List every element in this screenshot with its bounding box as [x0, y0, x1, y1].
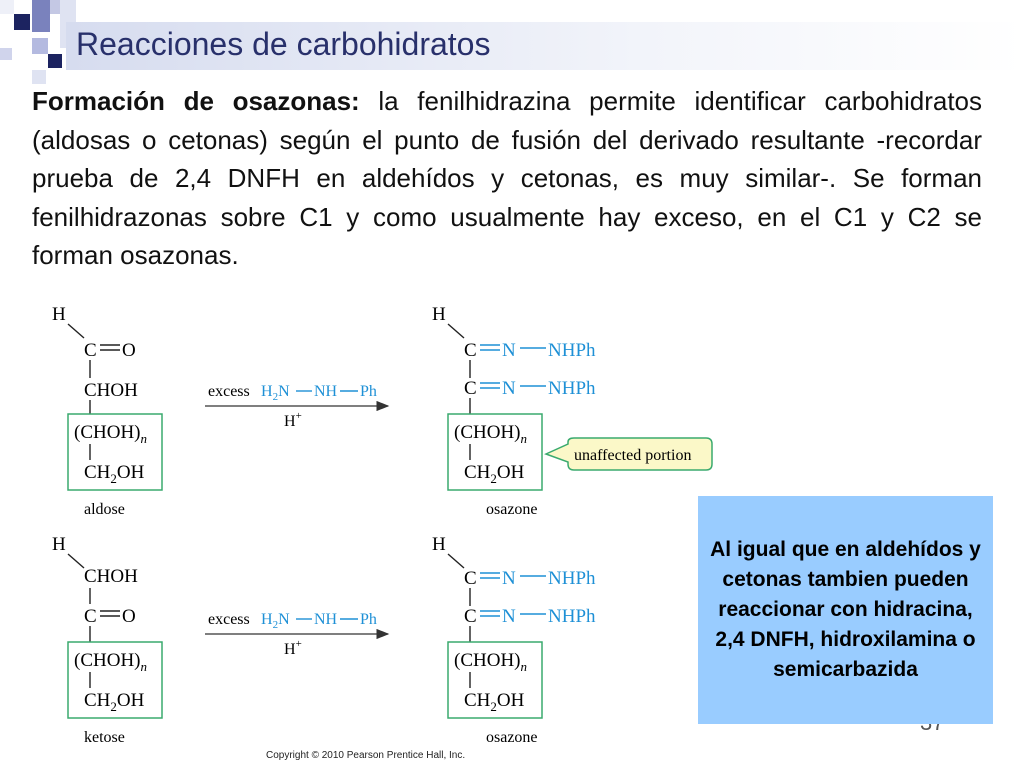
aldose-label: aldose: [84, 501, 125, 518]
aldose-o: O: [122, 340, 136, 361]
ketose-structure: [52, 534, 162, 746]
deco-square-6: [32, 38, 48, 54]
ketose-ch2oh: $CH_2OH$: [84, 690, 145, 714]
osazone-top-chain: $(CHOH)_n$: [454, 422, 527, 446]
aldose-chain: $(CHOH)_n$: [74, 422, 147, 446]
osazone-bottom-nhph1: NHPh: [548, 568, 596, 589]
aldose-structure: [52, 304, 162, 518]
unaffected-callout-text: unaffected portion: [574, 447, 692, 464]
ketose-label: ketose: [84, 729, 125, 746]
osazone-top-nhph2: NHPh: [548, 378, 596, 399]
top-excess-label: excess: [208, 383, 250, 400]
osazone-top-c2: C: [464, 378, 477, 399]
osazone-top-structure: [432, 304, 596, 518]
osazone-top-label: osazone: [486, 501, 538, 518]
copyright-notice: Copyright © 2010 Pearson Prentice Hall, Inc.: [266, 750, 466, 761]
osazone-bottom-ch2oh: $CH_2OH$: [464, 690, 525, 714]
osazone-bottom-n1: N: [502, 568, 516, 589]
deco-square-7: [48, 54, 62, 68]
callout-text: Al igual que en aldehídos y cetonas tambien pueden reaccionar con hidracina, 2,4 DNFH, hidroxilamina o semicarbazida: [710, 538, 981, 681]
osazone-bottom-structure: [432, 534, 596, 746]
body-bold-lead: Formación de osazonas:: [32, 86, 360, 116]
bottom-reagent-ph: Ph: [360, 611, 377, 628]
top-reaction-arrow: [205, 383, 388, 430]
osazone-bottom-nhph2: NHPh: [548, 606, 596, 627]
osazone-bottom-n2: N: [502, 606, 516, 627]
callout-box: [698, 496, 993, 724]
top-reagent-nh: NH: [314, 383, 338, 400]
osazone-top-nhph1: NHPh: [548, 340, 596, 361]
top-reagent-ph: Ph: [360, 383, 377, 400]
body-rest: la fenilhidrazina permite identificar carbohidratos (aldosas o cetonas) según el punto de fusión del derivado resultante -recordar prueba de 2,4 DNFH en aldehídos y cetonas, es muy similar-. Se forman fenilhidrazonas sobre C1 y como usualmente hay exceso, en el C1 y C2 se forman osazonas.: [32, 86, 983, 270]
osazone-reaction-scheme: [0, 290, 720, 750]
ketose-h-bond: [68, 554, 84, 568]
osazone-top-ch2oh: $CH_2OH$: [464, 462, 525, 486]
ketose-choh: CHOH: [84, 566, 138, 587]
osazone-bottom-label: osazone: [486, 729, 538, 746]
deco-square-2: [14, 14, 30, 30]
unaffected-portion-callout: [546, 438, 712, 470]
ketose-c2: C: [84, 606, 97, 627]
osazone-bottom-chain: $(CHOH)_n$: [454, 650, 527, 674]
top-reagent: $H_2N$: [261, 383, 290, 403]
body-paragraph: [32, 82, 982, 275]
aldose-ch2oh: $CH_2OH$: [84, 462, 145, 486]
deco-square-8: [0, 48, 12, 60]
osazone-top-h: H: [432, 304, 446, 325]
bottom-excess-label: excess: [208, 611, 250, 628]
osazone-bottom-h: H: [432, 534, 446, 555]
ketose-h: H: [52, 534, 66, 555]
osazone-top-n2: N: [502, 378, 516, 399]
osazone-top-h-bond: [448, 324, 464, 338]
top-catalyst: H+: [284, 410, 302, 430]
aldose-h-bond: [68, 324, 84, 338]
slide-title: Reacciones de carbohidratos: [76, 26, 491, 62]
osazone-bottom-c2: C: [464, 606, 477, 627]
osazone-bottom-c1: C: [464, 568, 477, 589]
bottom-reagent-nh: NH: [314, 611, 338, 628]
osazone-top-c1: C: [464, 340, 477, 361]
osazone-bottom-h-bond: [448, 554, 464, 568]
aldose-choh: CHOH: [84, 380, 138, 401]
aldose-c1: C: [84, 340, 97, 361]
bottom-reaction-arrow: [205, 611, 388, 658]
deco-square-1: [0, 0, 14, 14]
deco-square-3: [32, 0, 50, 32]
ketose-chain: $(CHOH)_n$: [74, 650, 147, 674]
bottom-catalyst: H+: [284, 638, 302, 658]
bottom-reagent: $H_2N$: [261, 611, 290, 631]
aldose-h: H: [52, 304, 66, 325]
ketose-o: O: [122, 606, 136, 627]
osazone-top-n1: N: [502, 340, 516, 361]
